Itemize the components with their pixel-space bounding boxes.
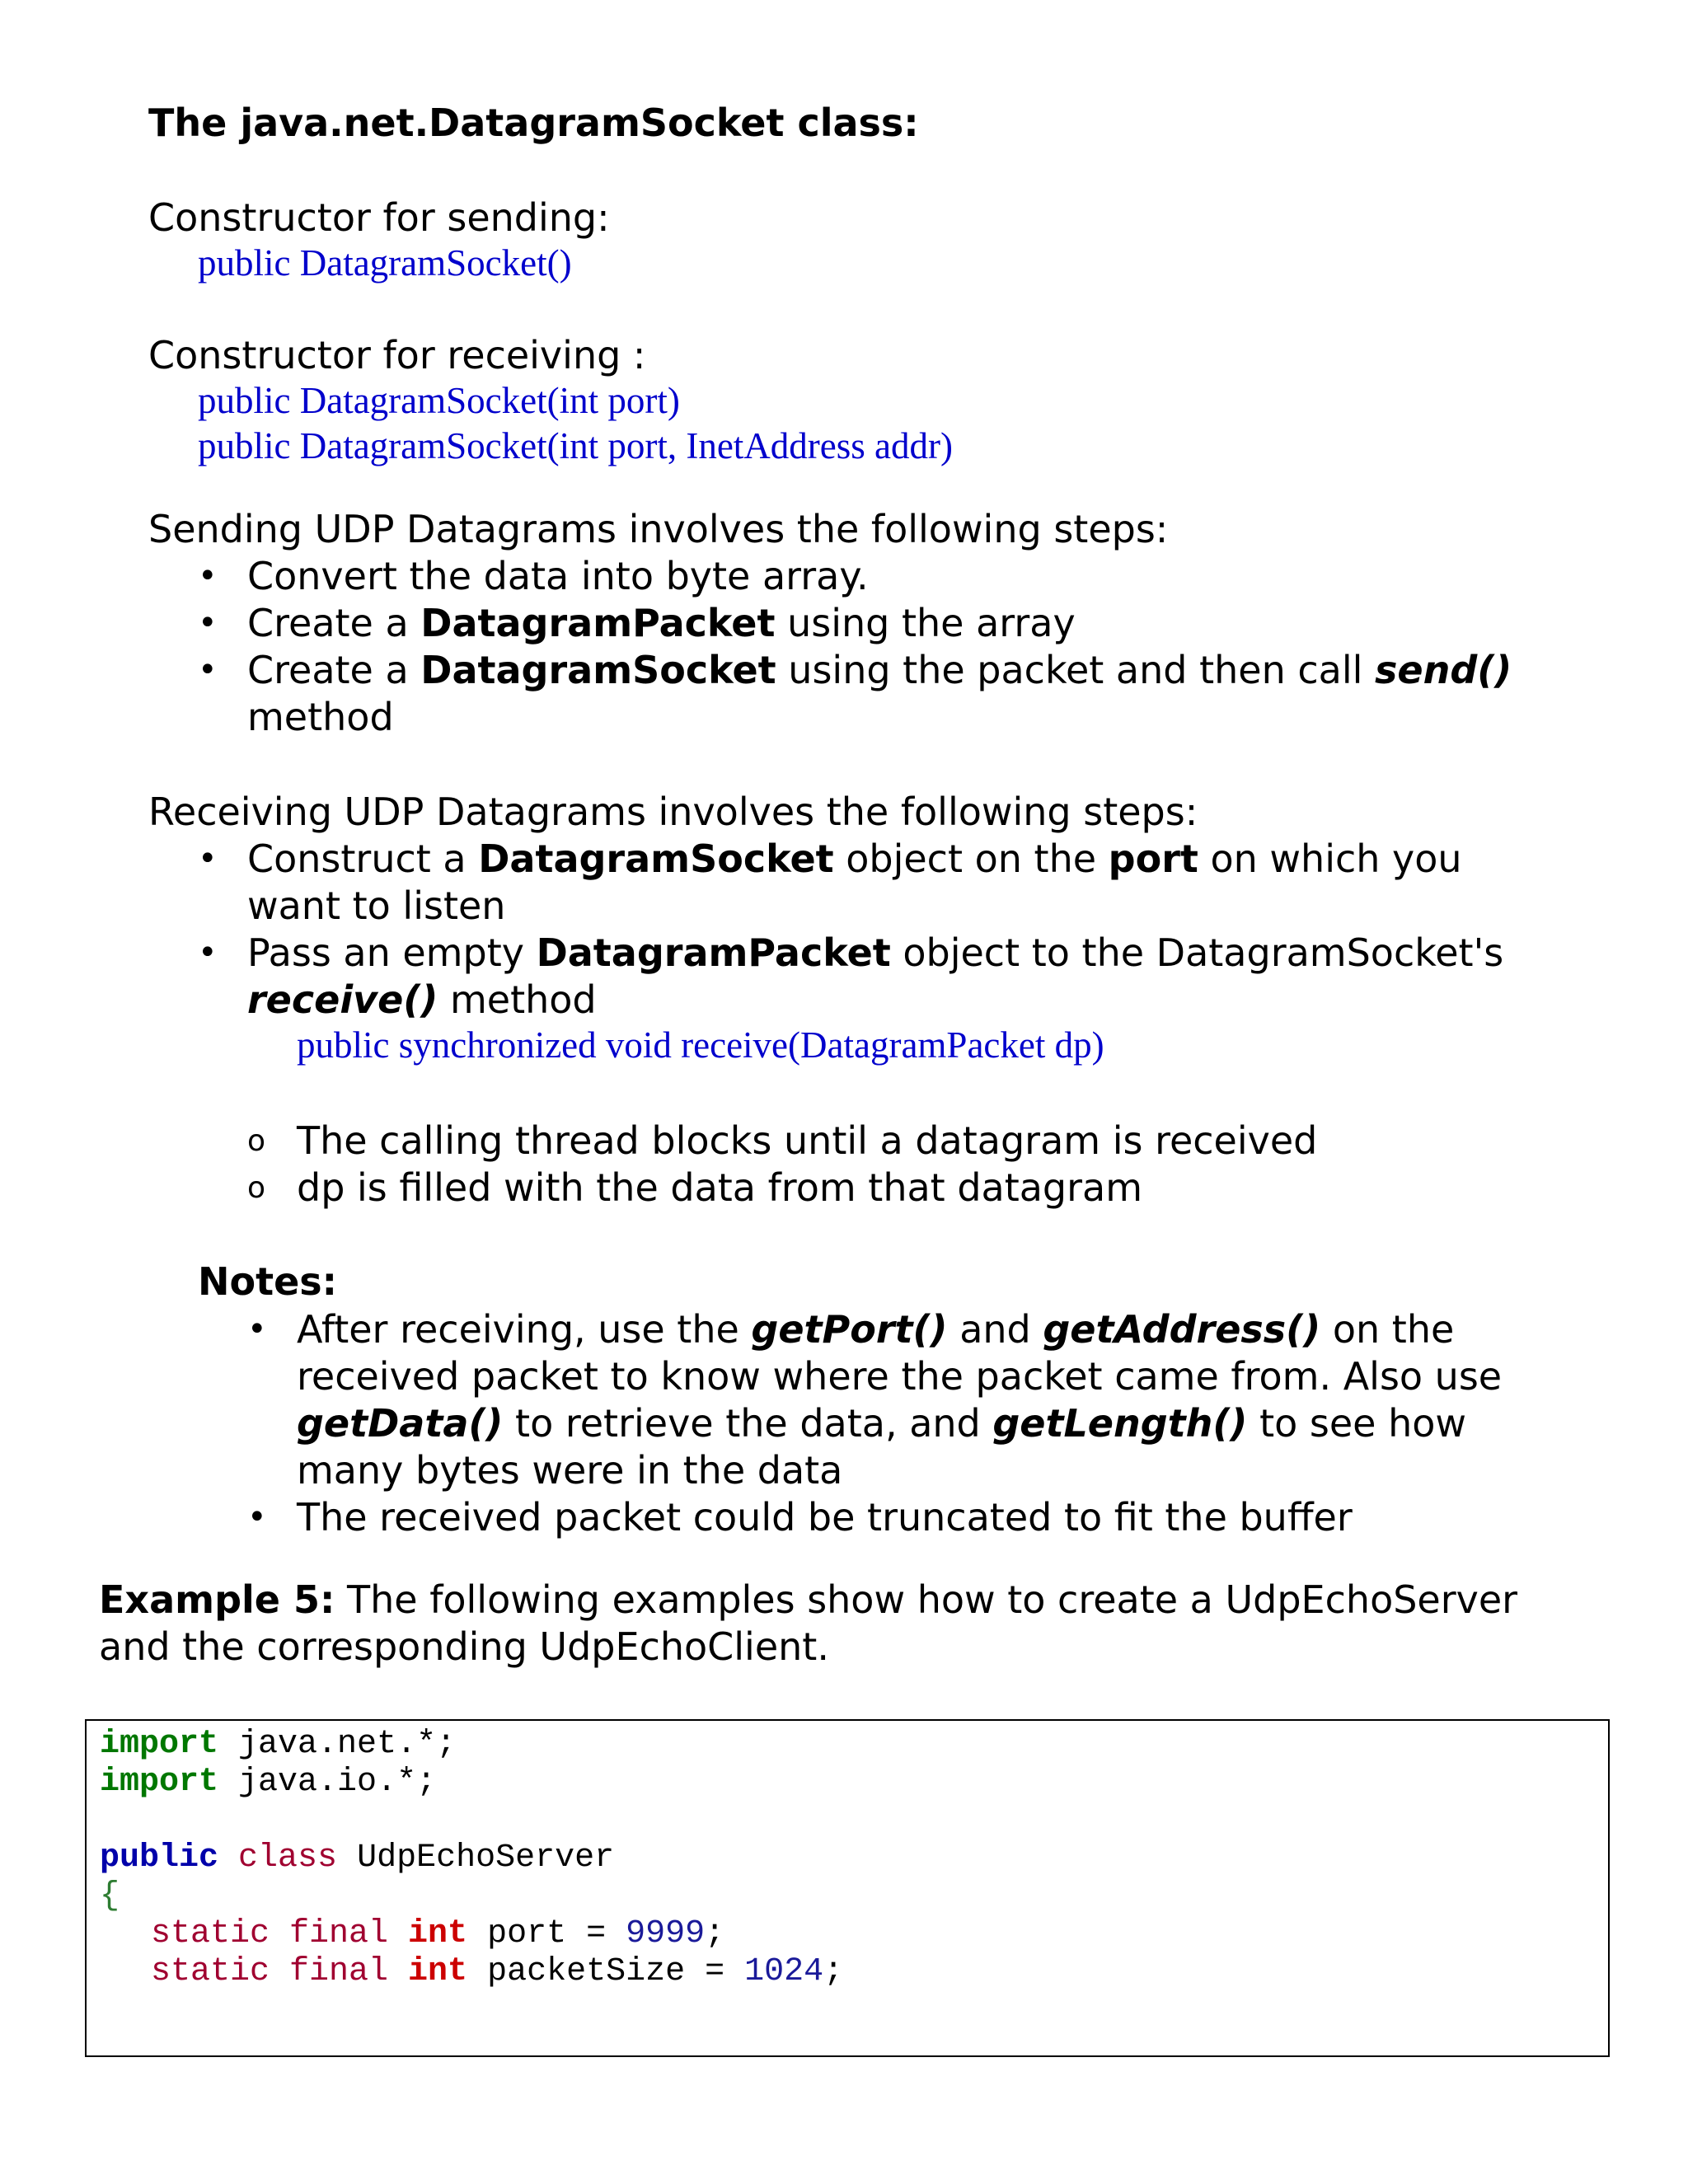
example-line-1: Example 5: The following examples show how to create a UdpEchoServer: [99, 1577, 1518, 1622]
receiving-step-2: Pass an empty DatagramPacket object to the DatagramSocket's: [247, 930, 1504, 975]
code-line-import-net: import java.net.*;: [100, 1726, 457, 1763]
receiving-step-1-cont: want to listen: [247, 883, 506, 928]
sending-step-1: Convert the data into byte array.: [247, 554, 869, 598]
note-2: The received packet could be truncated to fit the buffer: [297, 1495, 1353, 1540]
ctor-recv-label: Constructor for receiving :: [148, 333, 646, 377]
example-line-2: and the corresponding UdpEchoClient.: [99, 1624, 829, 1669]
note-1-line-2: received packet to know where the packet came from. Also use: [297, 1354, 1503, 1399]
ctor-send-signature: public DatagramSocket(): [198, 242, 572, 284]
ctor-recv-signature-2: public DatagramSocket(int port, InetAddress addr): [198, 425, 953, 466]
circle-bullet-icon: o: [247, 1171, 266, 1205]
notes-title: Notes:: [198, 1259, 338, 1304]
receiving-step-1: Construct a DatagramSocket object on the port on which you: [247, 837, 1462, 881]
bullet-icon: •: [198, 557, 218, 595]
sending-intro: Sending UDP Datagrams involves the following steps:: [148, 507, 1169, 551]
code-line-import-io: import java.io.*;: [100, 1764, 437, 1801]
bullet-icon: •: [198, 840, 218, 878]
code-line-packet-size: static final int packetSize = 1024;: [151, 1953, 844, 1990]
bullet-icon: •: [198, 651, 218, 689]
receiving-sub-1: The calling thread blocks until a datagram is received: [297, 1118, 1318, 1163]
circle-bullet-icon: o: [247, 1124, 266, 1158]
ctor-recv-signature-1: public DatagramSocket(int port): [198, 380, 680, 421]
code-line-port: static final int port = 9999;: [151, 1915, 725, 1952]
bullet-icon: •: [198, 604, 218, 642]
receiving-step-2-cont: receive() method: [247, 977, 597, 1022]
receiving-intro: Receiving UDP Datagrams involves the following steps:: [148, 790, 1198, 834]
bullet-icon: •: [198, 934, 218, 972]
receiving-sub-2: dp is filled with the data from that datagram: [297, 1165, 1143, 1210]
code-block: [85, 1719, 1610, 2057]
note-1-line-3: getData() to retrieve the data, and getLength() to see how: [297, 1401, 1466, 1446]
note-1-line-4: many bytes were in the data: [297, 1448, 843, 1493]
bullet-icon: •: [247, 1310, 267, 1348]
sending-step-3-cont: method: [247, 695, 394, 739]
page-heading: The java.net.DatagramSocket class:: [148, 101, 919, 145]
bullet-icon: •: [247, 1498, 267, 1536]
sending-step-3: Create a DatagramSocket using the packet and then call send(): [247, 648, 1512, 692]
code-line-open-brace: {: [100, 1877, 120, 1915]
note-1-line-1: After receiving, use the getPort() and getAddress() on the: [297, 1307, 1455, 1352]
ctor-send-label: Constructor for sending:: [148, 195, 610, 240]
code-line-class-decl: public class UdpEchoServer: [100, 1840, 615, 1877]
sending-step-2: Create a DatagramPacket using the array: [247, 601, 1076, 645]
receive-signature: public synchronized void receive(DatagramPacket dp): [297, 1024, 1104, 1066]
